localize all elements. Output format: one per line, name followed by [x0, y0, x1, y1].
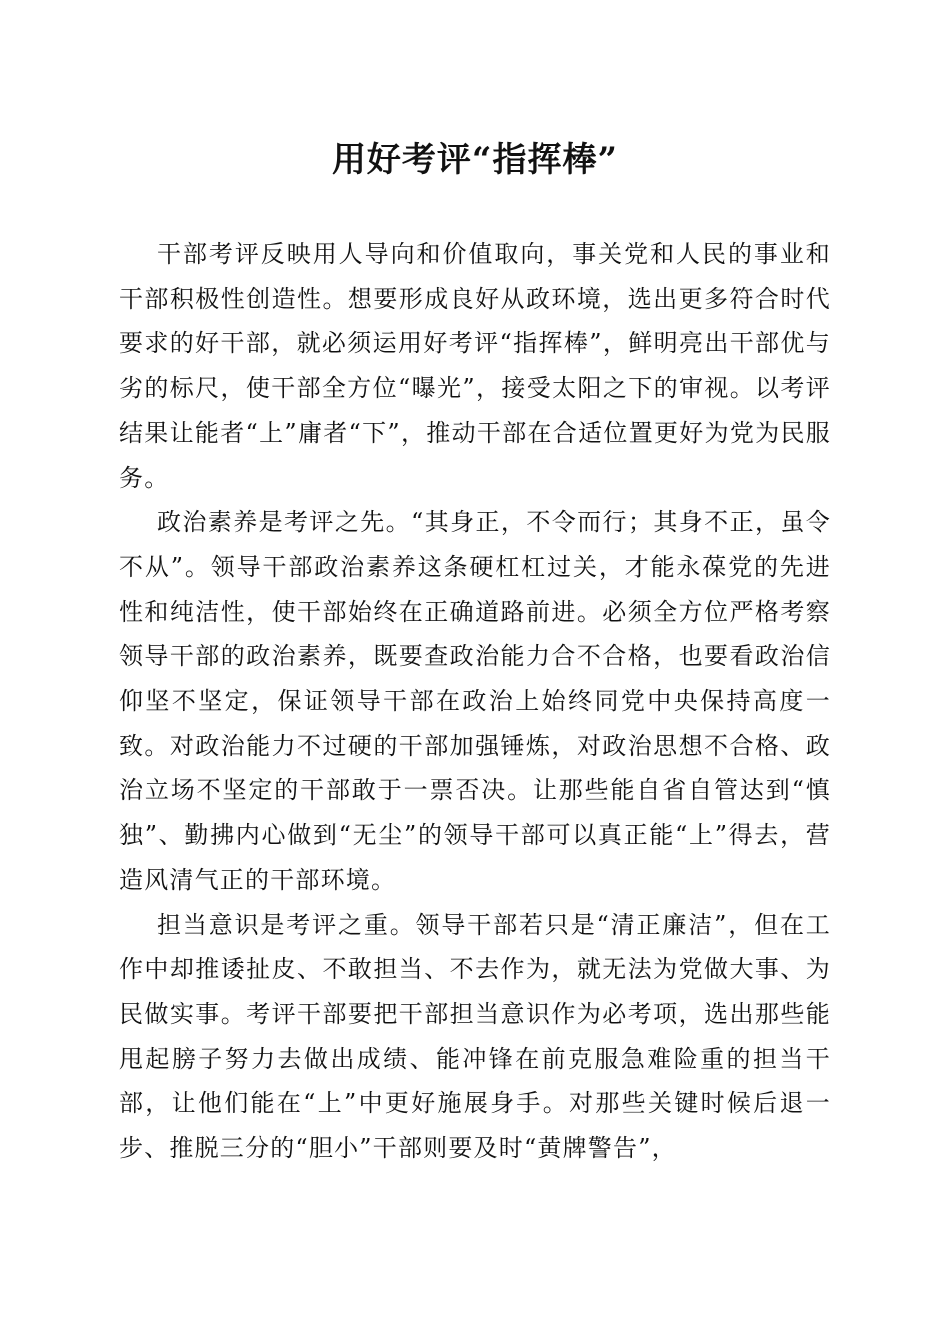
paragraph-responsibility: 担当意识是考评之重。领导干部若只是“清正廉洁”，但在工作中却推诿扯皮、不敢担当、不去作为，就无法为党做大事、为民做实事。考评干部要把干部担当意识作为必考项，选出那些能甩起膀子努力去做出成绩、能冲锋在前克服急难险重的担当干部，让他们能在“上”中更好施展身手。对那些关键时候后退一步、推脱三分的“胆小”干部则要及时“黄牌警告”，	[119, 910, 831, 1163]
document-title: 用好考评“指挥棒”	[331, 140, 619, 180]
document-body	[119, 232, 831, 1171]
paragraph-political-quality: 政治素养是考评之先。“其身正，不令而行；其身不正，虽令不从”。领导干部政治素养这条硬杠杠过关，才能永葆党的先进性和纯洁性，使干部始终在正确道路前进。必须全方位严格考察领导干部的政治素养，既要查政治能力合不合格，也要看政治信仰坚不坚定，保证领导干部在政治上始终同党中央保持高度一致。对政治能力不过硬的干部加强锤炼，对政治思想不合格、政治立场不坚定的干部敢于一票否决。让那些能自省自管达到“慎独”、勤拂内心做到“无尘”的领导干部可以真正能“上”得去，营造风清气正的干部环境。	[119, 508, 831, 894]
paragraph-intro: 干部考评反映用人导向和价值取向，事关党和人民的事业和干部积极性创造性。想要形成良好从政环境，选出更多符合时代要求的好干部，就必须运用好考评“指挥棒”，鲜明亮出干部优与劣的标尺，使干部全方位“曝光”，接受太阳之下的审视。以考评结果让能者“上”庸者“下”，推动干部在合适位置更好为党为民服务。	[119, 240, 831, 492]
